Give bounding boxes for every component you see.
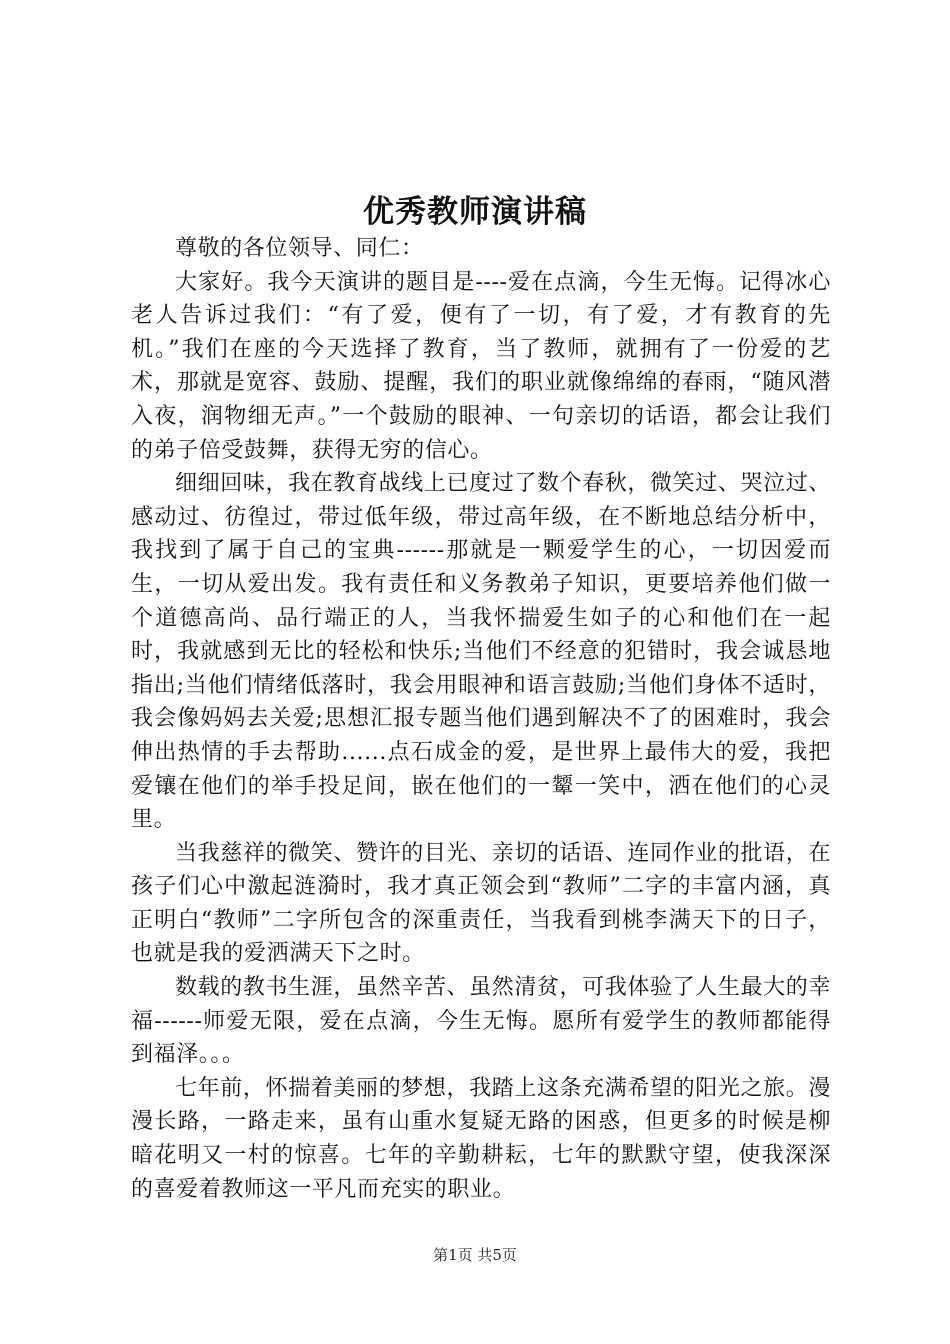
- body-paragraph: 七年前，怀揣着美丽的梦想，我踏上这条充满希望的阳光之旅。漫漫长路，一路走来，虽有山重水复疑无路的困惑，但更多的时候是柳暗花明又一村的惊喜。七年的辛勤耕耘，七年的默默守望，使我深深的喜爱着教师这一平凡而充实的职业。: [131, 1075, 831, 1202]
- body-paragraph: 细细回味，我在教育战线上已度过了数个春秋，微笑过、哭泣过、感动过、彷徨过，带过低年级，带过高年级，在不断地总结分析中，我找到了属于自己的宝典------那就是一颗爱学生的心，一切因爱而生，一切从爱出发。我有责任和义务教弟子知识，更要培养他们做一个道德高尚、品行端正的人，当我怀揣爱生如子的心和他们在一起时，我就感到无比的轻松和快乐;当他们不经意的犯错时，我会诚恳地指出;当他们情绪低落时，我会用眼神和语言鼓励;当他们身体不适时，我会像妈妈去关爱;思想汇报专题当他们遇到解决不了的困难时，我会伸出热情的手去帮助......点石成金的爱，是世界上最伟大的爱，我把爱镶在他们的举手投足间，嵌在他们的一颦一笑中，洒在他们的心灵里。: [131, 471, 831, 833]
- document-body: [131, 232, 831, 1206]
- body-paragraph: 大家好。我今天演讲的题目是----爱在点滴，今生无悔。记得冰心老人告诉过我们：“有了爱，便有了一切，有了爱，才有教育的先机。”我们在座的今天选择了教育，当了教师，就拥有了一份爱的艺术，那就是宽容、鼓励、提醒，我们的职业就像绵绵的春雨，“随风潜入夜，润物细无声。”一个鼓励的眼神、一句亲切的话语，都会让我们的弟子倍受鼓舞，获得无穷的信心。: [131, 269, 831, 463]
- page-number-footer: 第1页 共5页: [433, 1246, 517, 1264]
- document-title: 优秀教师演讲稿: [363, 194, 587, 230]
- body-paragraph: 数载的教书生涯，虽然辛苦、虽然清贫，可我体验了人生最大的幸福------师爱无限，爱在点滴，今生无悔。愿所有爱学生的教师都能得到福泽。。。: [131, 975, 831, 1068]
- body-paragraph: 当我慈祥的微笑、赞许的目光、亲切的话语、连同作业的批语，在孩子们心中激起涟漪时，我才真正领会到“教师”二字的丰富内涵，真正明白“教师”二字所包含的深重责任，当我看到桃李满天下的日子，也就是我的爱洒满天下之时。: [131, 840, 831, 967]
- salutation-paragraph: 尊敬的各位领导、同仁：: [175, 236, 424, 261]
